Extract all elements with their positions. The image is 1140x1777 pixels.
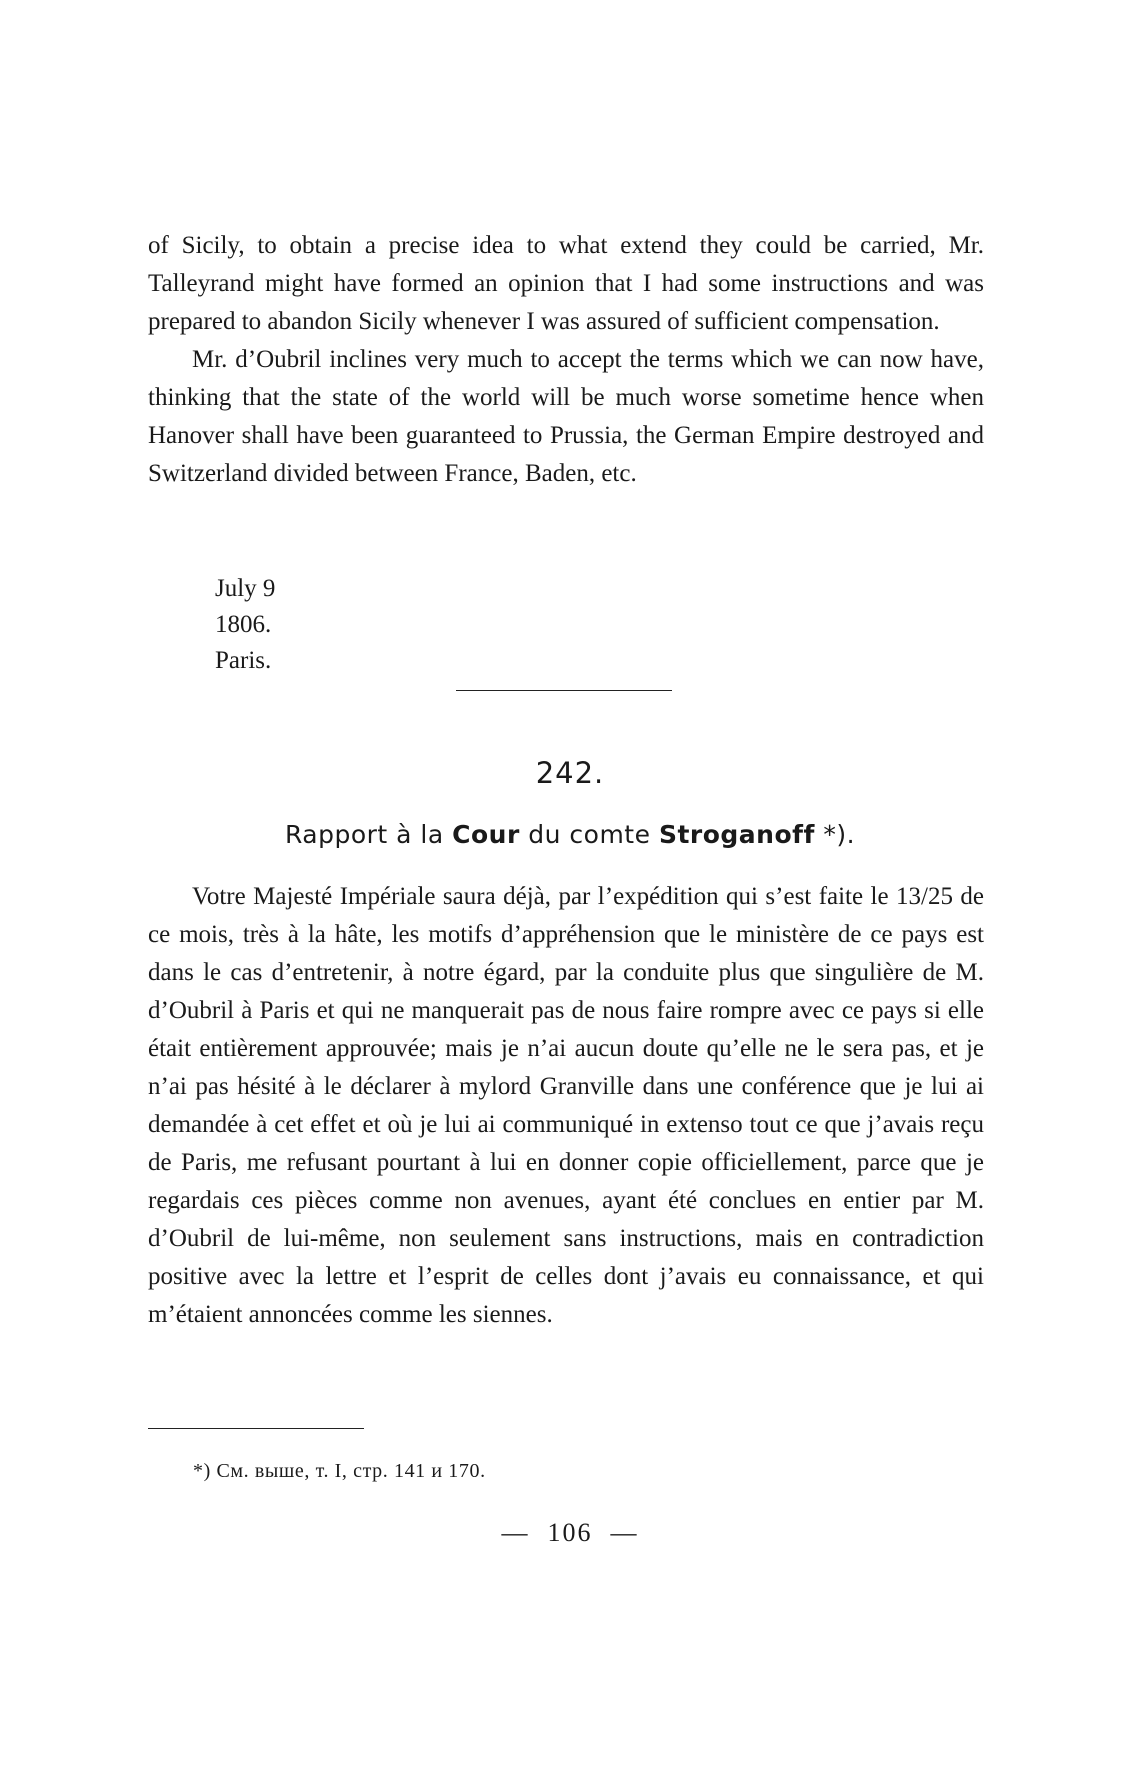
title-text-part-1: Rapport à la bbox=[284, 820, 453, 849]
document-number: 242. bbox=[535, 756, 605, 790]
continuation-text bbox=[148, 227, 984, 493]
page-number-dash-left: — bbox=[501, 1518, 530, 1547]
section-divider bbox=[456, 690, 672, 691]
letter-signoff bbox=[215, 571, 275, 679]
signoff-place: Paris. bbox=[215, 647, 272, 674]
title-text-part-3: *). bbox=[814, 820, 856, 849]
signoff-date-line-2: 1806. bbox=[215, 611, 272, 638]
report-text bbox=[148, 878, 984, 1334]
title-text-part-2: du comte bbox=[519, 820, 659, 849]
continuation-paragraph-2: Mr. d’Oubril inclines very much to accept the terms which we can now have, thinking that the state of the world will be much worse sometime hence when Hanover shall have been guaranteed to Prussia, the German Empire destroyed and Switzerland divided between France, Baden, etc. bbox=[148, 346, 984, 487]
page-number-dash-right: — bbox=[610, 1518, 639, 1547]
page-number bbox=[0, 1518, 1140, 1548]
title-bold-cour: Cour bbox=[452, 820, 520, 849]
signoff-date-line-1: July 9 bbox=[215, 575, 276, 602]
continuation-paragraph-1: of Sicily, to obtain a precise idea to what extend they could be carried, Mr. Talleyrand might have formed an opinion that I had some instructions and was prepared to abandon Sicily whenever I was assured of sufficient compensation. bbox=[148, 232, 984, 335]
footnote: *) См. выше, т. I, стр. 141 и 170. bbox=[193, 1460, 486, 1482]
footnote-divider bbox=[148, 1428, 364, 1429]
title-bold-stroganoff: Stroganoff bbox=[658, 820, 815, 849]
page-number-value: 106 bbox=[547, 1518, 593, 1547]
report-paragraph: Votre Majesté Impériale saura déjà, par l’expédition qui s’est faite le 13/25 de ce mois, très à la hâte, les motifs d’appréhension que le ministère de ce pays est dans le cas d’entretenir, à notre égard, par la conduite plus que singulière de M. d’Oubril à Paris et qui ne manquerait pas de nous faire rompre avec ce pays si elle était entièrement approuvée; mais je n’ai aucun doute qu’elle ne le sera pas, et je n’ai pas hésité à le déclarer à mylord Granville dans une conférence que je lui ai demandée à cet effet et où je lui ai communiqué in extenso tout ce que j’avais reçu de Paris, me refusant pourtant à lui en donner copie officiellement, parce que je regardais ces pièces comme non avenues, ayant été conclues en entier par M. d’Oubril de lui-même, non seulement sans instructions, mais en contradiction positive avec la lettre et l’esprit de celles dont j’avais eu connaissance, et qui m’étaient annoncées comme les siennes. bbox=[148, 883, 984, 1328]
document-title bbox=[0, 820, 1140, 849]
